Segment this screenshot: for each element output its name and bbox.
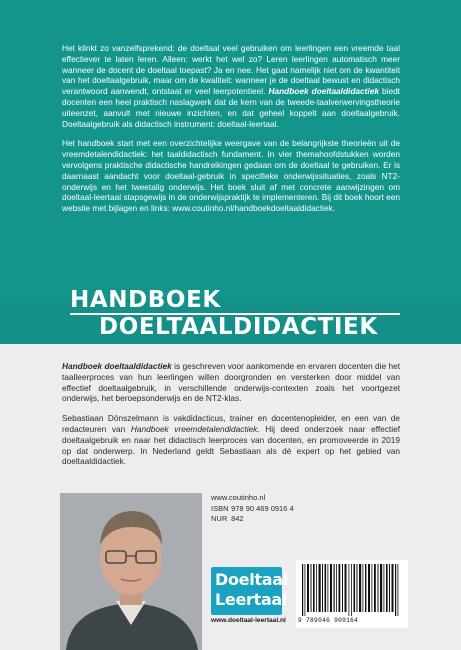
blurb-paragraph-2: Het handboek start met een overzichtelijke weergave van de belangrijkste theorieën uit de vreemdetalendidactiek: het taaldidactisch fundament. In vier themahoofdstukken worden vervolgens praktische didactische handreikingen gedaan om de doeltaal te gebruiken. Er is daarnaast aandacht voor doeltaal-gebruik in specifieke onderwijssituaties, zoals NT2-onderwijs en het tweetalig onderwijs. Het boek sluit af met concrete aanwijzingen om doeltaal-leertaal stapsgewijs in de onderwijspraktijk te implementeren. Bij dit boek hoort een website met bijlagen en links: www.coutinho.nl/handboekdoeltaaldidactiek. [62,138,400,214]
logo-website: www.doeltaal-leertaal.nl [211,617,286,624]
title-line-1: HANDBOEK [70,287,221,313]
logo-line-2: Leertaal [215,590,288,609]
blurb-text-1b: biedt docenten een heel praktisch naslagwerk dat de kern van de tweede-taalverwervingstheorie uiteenzet, aanvult met nieuwe inzichten, en dat geheel koppelt aan doeltaalgebruik. Doeltaalgebruik als didactisch instrument: doeltaal-leertaal. [62,86,400,129]
about-book-paragraph [62,361,400,404]
title-line-2: DOELTAALDIDACTIEK [99,314,378,340]
isbn-value: 978 90 469 0916 4 [231,503,294,513]
barcode-bars [296,560,408,616]
nur-value: 842 [231,514,244,523]
nur-label: NUR [211,514,228,523]
isbn-label: ISBN [211,503,229,513]
nur-row [211,514,294,525]
publication-info [211,493,294,525]
blurb-book-title: Handboek doeltaaldidactiek [268,86,379,97]
author-text-italic: Handboek vreemdetalendidactiek. [130,423,260,434]
blurb-text-1: Het klinkt zo vanzelfsprekend: de doeltaal veel gebruiken om leerlingen een vreemde taal effectiever te laten leren. Alleen: werkt het wel zo? Leren leerlingen automatisch meer wanneer de docent de doeltaal toepast? Ja en nee. Het gaat namelijk niet om de kwantiteit van het doeltaalgebruik, maar om de kwaliteit: wanneer je de doeltaal bewust en didactisch verantwoord aanwendt, ontstaat er veel leerpotentieel. [62,43,400,97]
blurb-paragraph-1 [62,43,400,129]
back-cover-blurb [62,43,400,223]
about-book-title: Handboek doeltaaldidactiek [62,361,172,371]
about-book-text: is geschreven voor aankomende en ervaren docenten die het taalleerproces van hun leerlingen willen doorgronden en versterken door middel van effectief doeltaalgebruik, in verschillende onderwijs-contexten zoals het voortgezet onderwijs, het beroepsonderwijs en de NT2-klas. [62,361,401,404]
author-text-rest: Hij deed onderzoek naar effectief doeltaalgebruik en naar het didactisch leerproces van docenten, en promoveerde in 2019 op dat onderwerp. In Nederland geldt Sebastiaan als dé expert op het gebied van doeltaaldidactiek. [62,423,401,467]
author-text-start: Sebastiaan Dönszelmann is vakdidacticus, trainer en docentenopleider, en een van de redacteuren van [62,413,400,434]
publisher-website: www.coutinho.nl [211,493,266,502]
about-author-paragraph [62,413,400,467]
logo-line-1: Doeltaal [215,570,288,589]
doeltaal-leertaal-logo [211,567,288,615]
barcode-digits: 9 789046 909164 [298,617,359,624]
isbn-row [211,504,294,515]
author-photo [60,493,202,650]
about-section [62,361,400,476]
